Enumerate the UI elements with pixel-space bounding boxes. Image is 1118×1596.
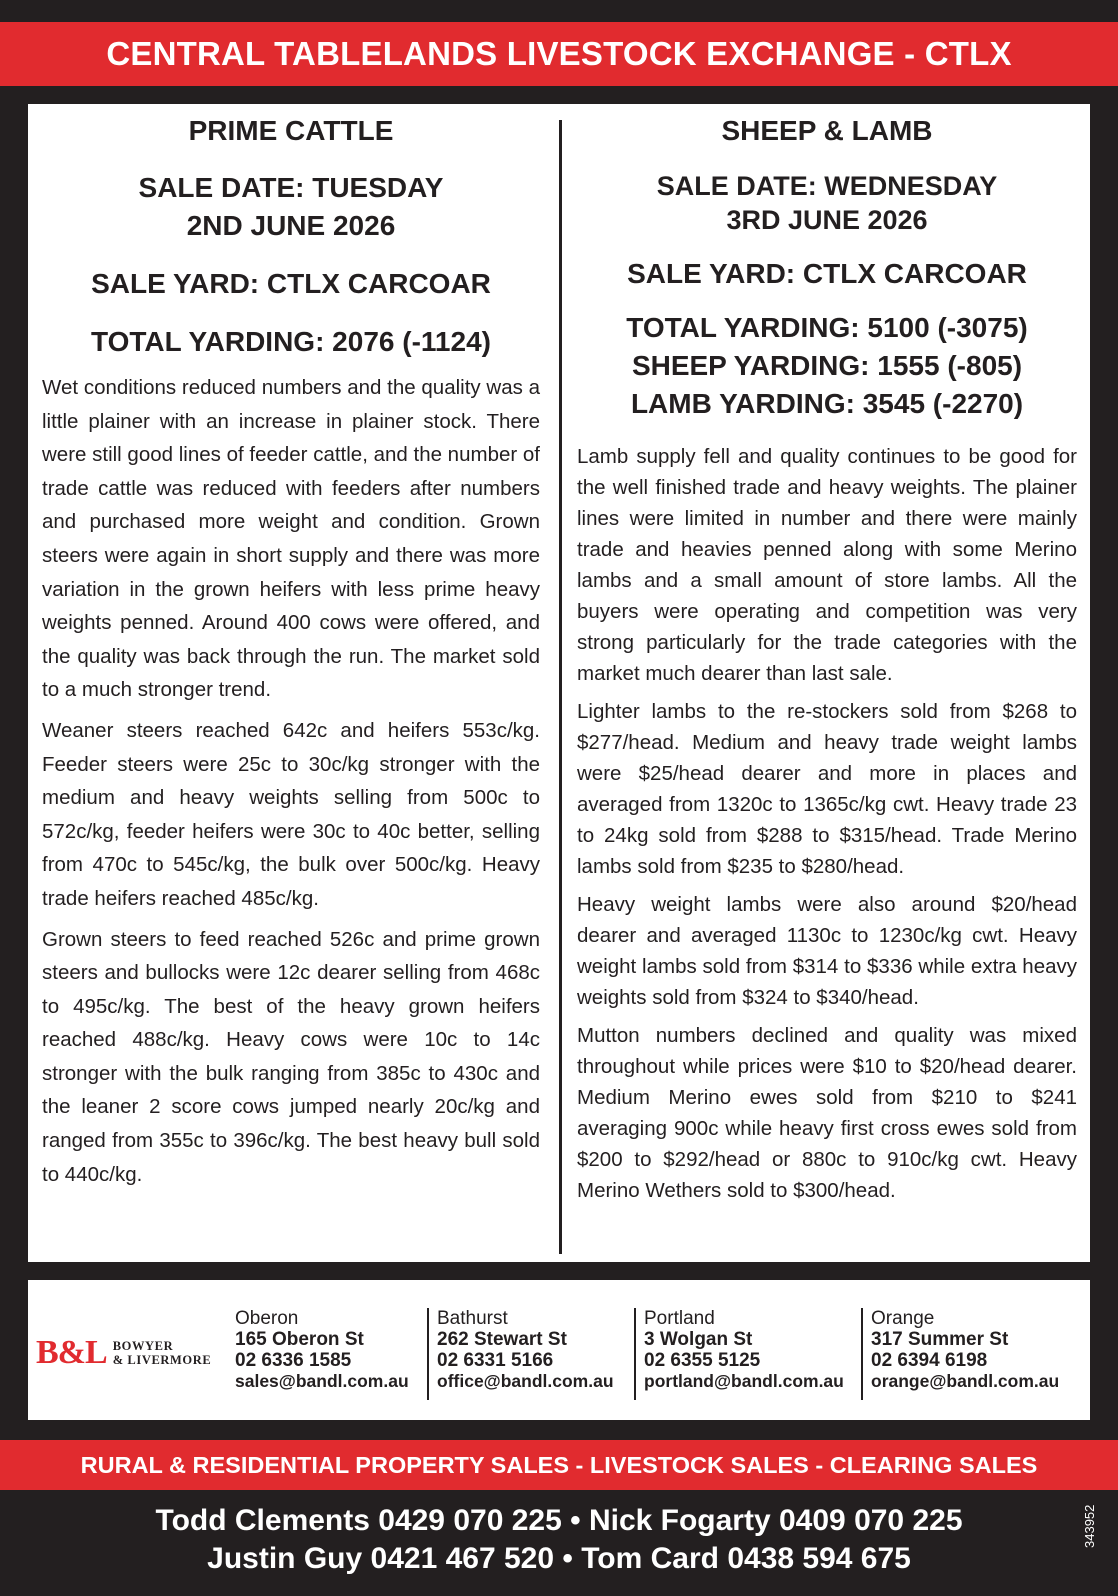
- sheep-paragraph: Heavy weight lambs were also around $20/head dearer and averaged 1130c to 1230c/kg cwt. Heavy weight lambs sold from $314 to $336 while extra heavy weights sold from $324 to $340/head.: [577, 893, 1077, 1009]
- office-address: 3 Wolgan St: [644, 1329, 753, 1350]
- sheep-paragraph: Mutton numbers declined and quality was mixed throughout while prices were $10 to $20/head dearer. Medium Merino ewes sold from $210 to $241 averaging 900c while heavy first cross ewes sold from $200 to $292/head or 880c to 910c/kg cwt. Heavy Merino Wethers sold to $300/head.: [577, 1024, 1077, 1202]
- sheep-heading: SHEEP & LAMB: [721, 115, 933, 146]
- office-city: Oberon: [235, 1308, 299, 1329]
- office-email[interactable]: office@bandl.com.au: [437, 1371, 614, 1391]
- office-phone: 02 6394 6198: [871, 1350, 988, 1371]
- sheep-sale-date-line2: 3RD JUNE 2026: [726, 205, 928, 235]
- cattle-paragraph: Wet conditions reduced numbers and the quality was a little plainer with an increase in plainer stock. There were still good lines of feeder cattle, and the number of trade cattle was reduced with feeders after numbers and purchased more weight and condition. Grown steers were again in short supply and there was more variation in the grown heifers with less prime heavy weights penned. Around 400 cows were offered, and the quality was back through the run. The market sold to a much stronger trend.: [42, 376, 540, 702]
- page-title-banner: CENTRAL TABLELANDS LIVESTOCK EXCHANGE - CTLX: [0, 22, 1118, 86]
- office-address: 262 Stewart St: [437, 1329, 567, 1350]
- office-oberon: [235, 1308, 409, 1392]
- office-divider: [427, 1308, 429, 1400]
- sheep-total-yarding: TOTAL YARDING: 5100 (-3075): [626, 312, 1028, 343]
- office-bathurst: [437, 1308, 614, 1392]
- lamb-yarding: LAMB YARDING: 3545 (-2270): [630, 388, 1024, 419]
- sheep-lamb-column: [577, 104, 1077, 1206]
- office-phone: 02 6331 5166: [437, 1350, 554, 1371]
- sheep-yarding: SHEEP YARDING: 1555 (-805): [631, 350, 1023, 381]
- office-address: 165 Oberon St: [235, 1329, 364, 1350]
- prime-cattle-column: [42, 104, 540, 1191]
- logo-name-line2: & LIVERMORE: [112, 1353, 212, 1367]
- cattle-paragraph: Grown steers to feed reached 526c and prime grown steers and bullocks were 12c dearer selling from 468c to 495c/kg. The best of the heavy grown heifers reached 488c/kg. Heavy cows were 10c to 14c stronger with the bulk ranging from 385c to 430c and the leaner 2 score cows jumped nearly 20c/kg and ranged from 355c to 396c/kg. The best heavy bull sold to 440c/kg.: [42, 927, 540, 1186]
- services-banner: RURAL & RESIDENTIAL PROPERTY SALES - LIVESTOCK SALES - CLEARING SALES: [0, 1440, 1118, 1490]
- cattle-sale-yard: SALE YARD: CTLX CARCOAR: [91, 268, 491, 299]
- cattle-heading: PRIME CATTLE: [188, 115, 394, 146]
- bowyer-livermore-logo: [36, 1334, 211, 1372]
- office-email[interactable]: portland@bandl.com.au: [644, 1371, 844, 1391]
- office-divider: [861, 1308, 863, 1400]
- sheep-sale-date-line1: SALE DATE: WEDNESDAY: [656, 171, 998, 201]
- ad-id: 343952: [1082, 1504, 1097, 1548]
- sheep-paragraph: Lighter lambs to the re-stockers sold from $268 to $277/head. Medium and heavy trade weight lambs were $25/head dearer and more in places and averaged from 1320c to 1365c/kg cwt. Heavy trade 23 to 24kg sold from $288 to $315/head. Trade Merino lambs sold from $235 to $280/head.: [577, 700, 1077, 878]
- office-address: 317 Summer St: [871, 1329, 1009, 1350]
- office-phone: 02 6336 1585: [235, 1350, 352, 1371]
- cattle-sale-date-line2: 2ND JUNE 2026: [186, 210, 396, 241]
- cattle-total-yarding: TOTAL YARDING: 2076 (-1124): [91, 326, 491, 357]
- sheep-sale-yard: SALE YARD: CTLX CARCOAR: [627, 258, 1027, 289]
- logo-name: [113, 1339, 212, 1367]
- office-portland: [644, 1308, 844, 1392]
- office-phone: 02 6355 5125: [644, 1350, 761, 1371]
- office-email[interactable]: orange@bandl.com.au: [871, 1371, 1060, 1391]
- agent-contacts: [0, 1502, 1118, 1578]
- logo-mark: B&L: [36, 1334, 107, 1371]
- office-email[interactable]: sales@bandl.com.au: [235, 1371, 409, 1391]
- column-divider: [559, 120, 562, 1254]
- sheep-paragraph: Lamb supply fell and quality continues to be good for the well finished trade and heavy weights. The plainer lines were limited in number and there were mainly trade and heavies penned along with some Merino lambs and a small amount of store lambs. All the buyers were operating and competition was very strong particularly for the trade categories with the market much dearer than last sale.: [577, 445, 1077, 685]
- cattle-paragraph: Weaner steers reached 642c and heifers 553c/kg. Feeder steers were 25c to 30c/kg stronger with the medium and heavy weights selling from 500c to 572c/kg, feeder heifers were 30c to 40c better, selling from 470c to 545c/kg, the bulk over 500c/kg. Heavy trade heifers reached 485c/kg.: [42, 718, 540, 910]
- office-divider: [634, 1308, 636, 1400]
- cattle-sale-date-line1: SALE DATE: TUESDAY: [138, 172, 444, 203]
- agents-line: Justin Guy 0421 467 520 • Tom Card 0438 594 675: [207, 1542, 911, 1575]
- sale-report-panel: [28, 104, 1090, 1262]
- agency-contact-panel: [28, 1280, 1090, 1420]
- office-city: Bathurst: [437, 1308, 508, 1329]
- office-city: Portland: [644, 1308, 715, 1329]
- agents-line: Todd Clements 0429 070 225 • Nick Fogarty 0409 070 225: [155, 1504, 963, 1537]
- logo-name-line1: BOWYER: [112, 1339, 174, 1353]
- office-city: Orange: [871, 1308, 935, 1329]
- office-orange: [871, 1308, 1059, 1392]
